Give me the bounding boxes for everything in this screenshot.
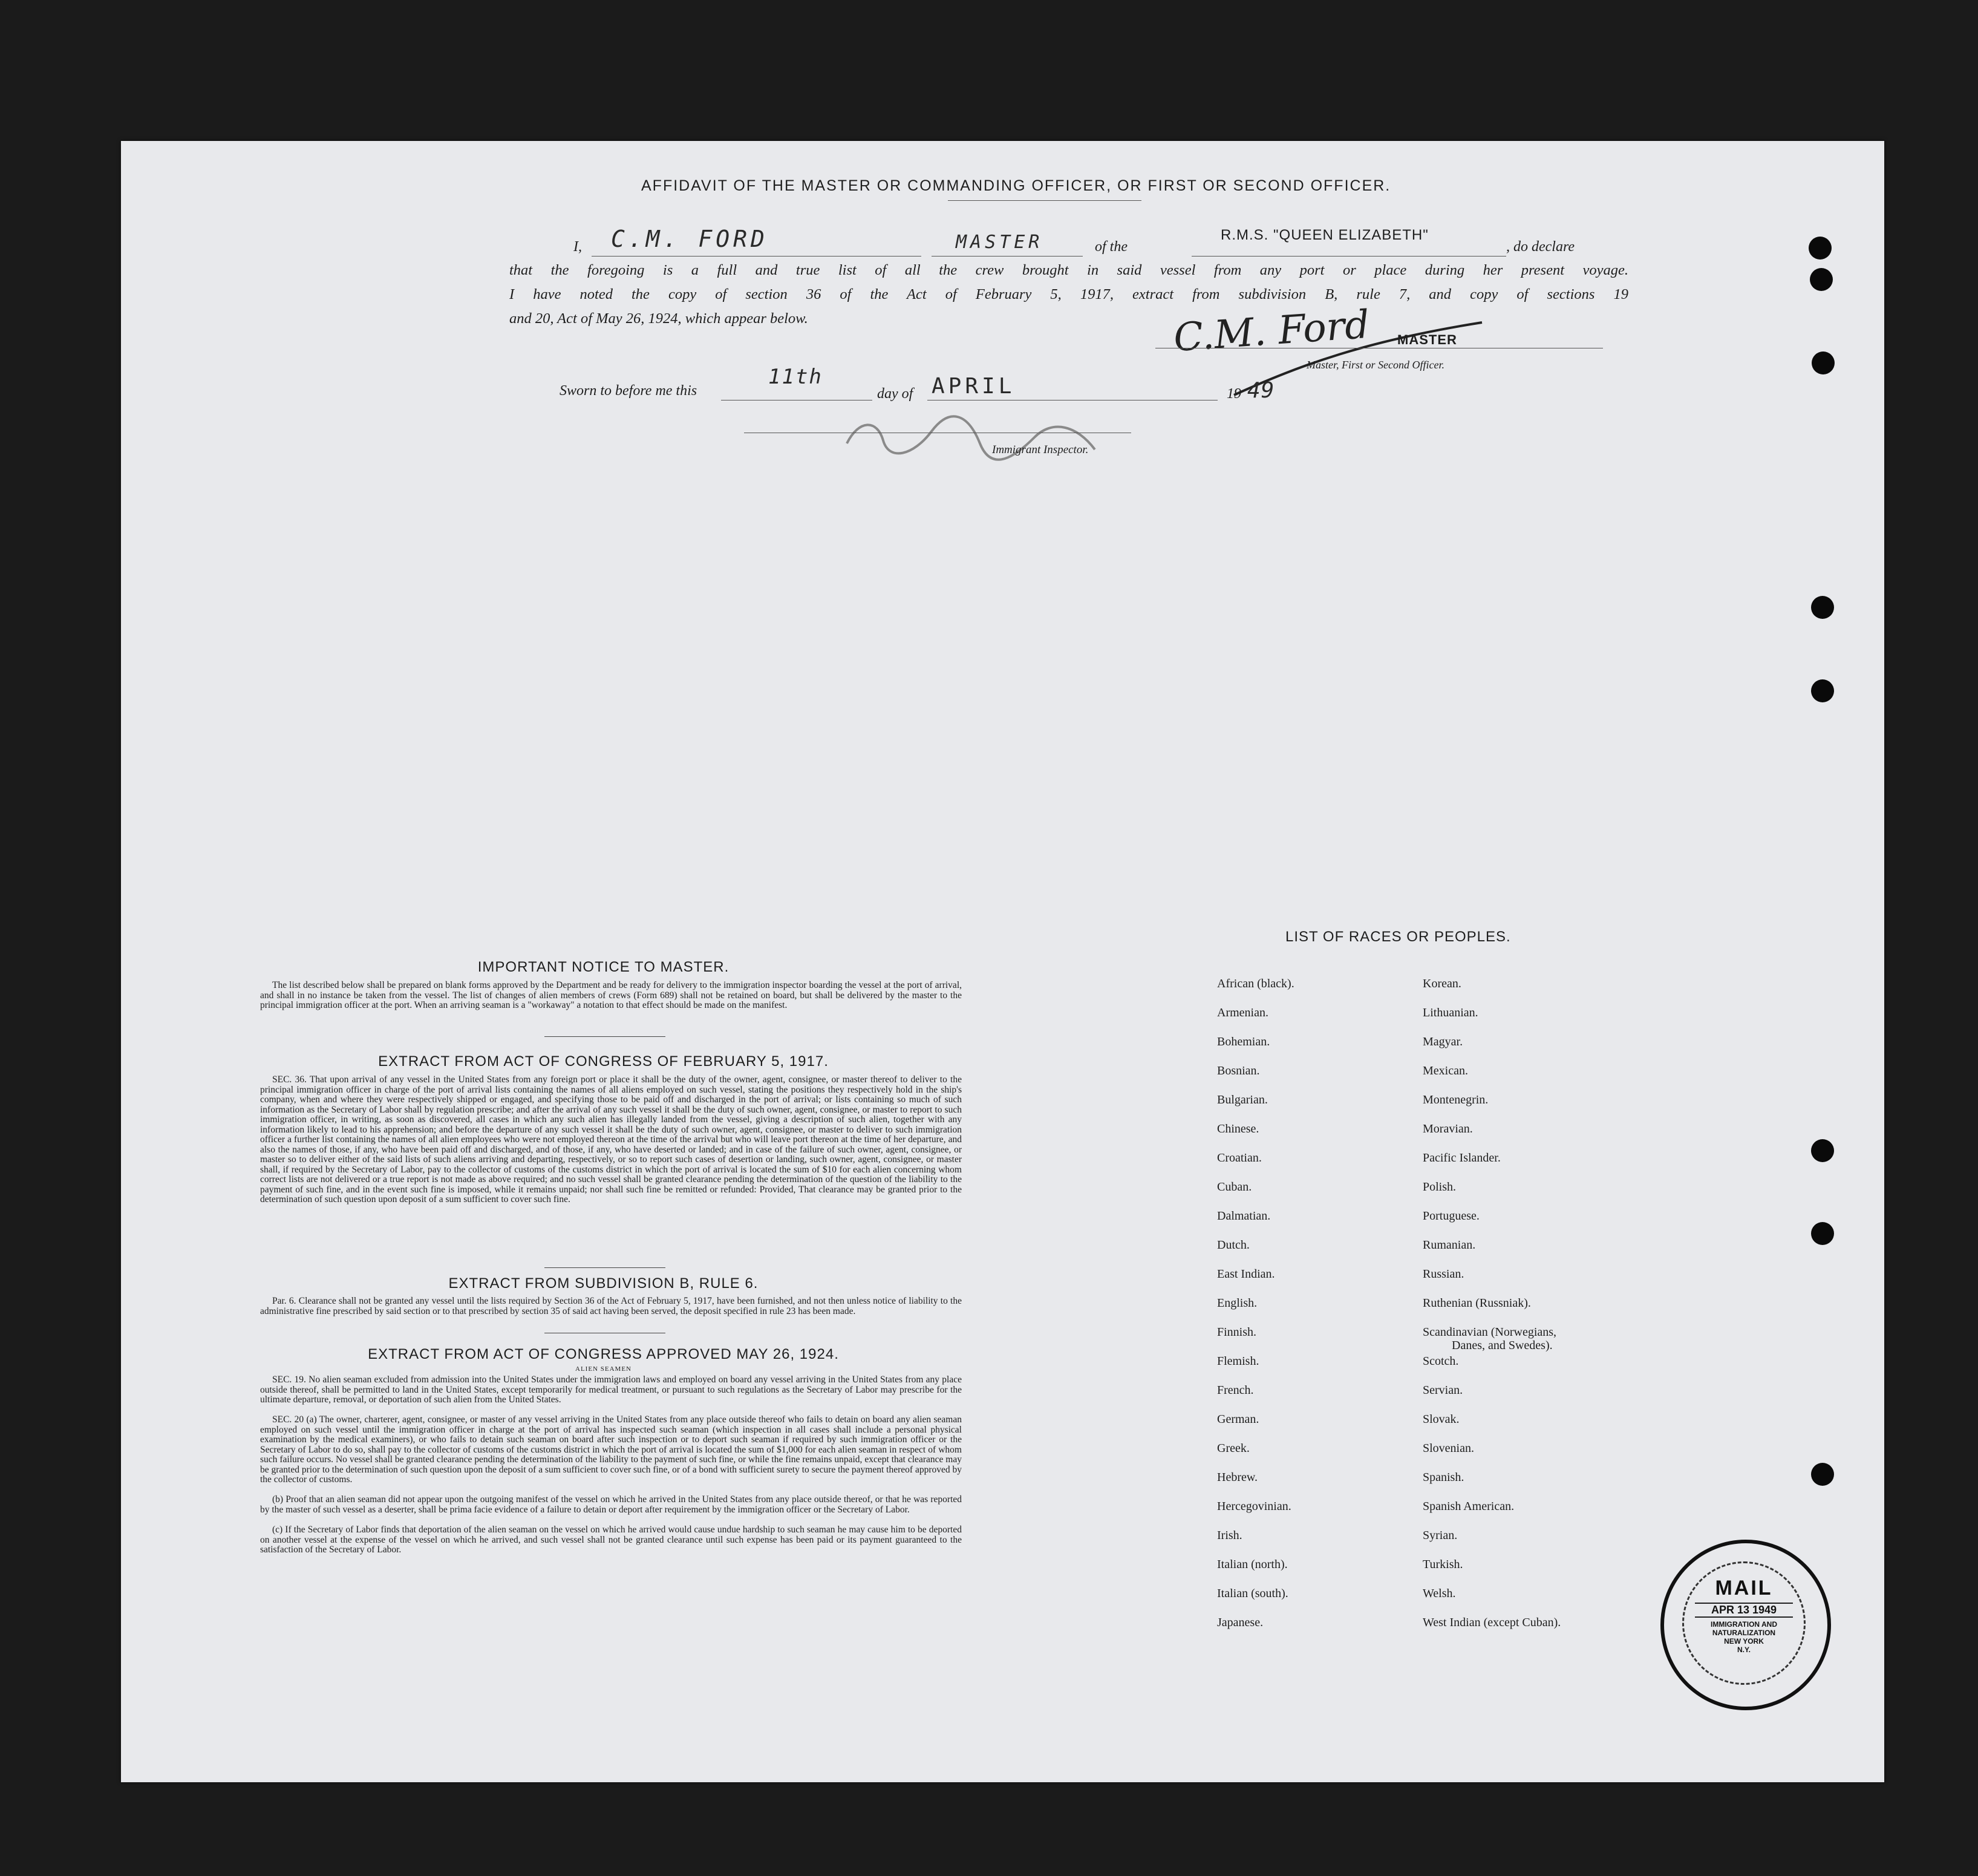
extract-1924-subtitle: ALIEN SEAMEN [575,1365,632,1373]
year-prefix: 19 [1227,386,1241,402]
race-right: Lithuanian. [1423,1006,1478,1019]
stamp-label: MAIL [1715,1577,1773,1600]
race-right: Slovak. [1423,1413,1460,1426]
race-left: Bosnian. [1217,1064,1260,1077]
inspector-caption: Immigrant Inspector. [992,443,1089,456]
race-right-cont: Danes, and Swedes). [1452,1339,1553,1352]
intro-i: I, [573,239,582,255]
mail-stamp [1660,1540,1831,1710]
day-of: day of [877,386,913,402]
stamp-inner [1682,1561,1806,1685]
extract-1924-sec20a: SEC. 20 (a) The owner, charterer, agent, consignee, or master of any vessel arriving in the United States from any place outside thereof who fails to detain on board any alien seaman employed on such vessel until the immigration officer in charge at the port of arrival has inspected such seaman (which inspection in all cases shall include a personal physical examination by the medical examiners), or who fails to detain such seaman on board after such inspection or to deport such seaman if required by such immigration officer or the Secretary of Labor to do so, shall pay to the collector of customs of the customs district in which the port of arrival is located the sum of $1,000 for each alien seaman in respect of whom such failure occurs. No vessel shall be granted clearance pending the determination of the liability to the payment of such fine, or while the fine remains unpaid, except that clearance may be granted prior to the determination of such question upon the deposit of a sum sufficient to cover such fine, or of a bond with sufficient surety to secure the payment thereof approved by the collector of customs. [260,1414,962,1485]
race-right: Korean. [1423,977,1461,990]
race-left: Bulgarian. [1217,1093,1268,1106]
race-right: Portuguese. [1423,1209,1480,1223]
punch-hole [1811,1463,1834,1486]
extract-1924-sec20c: (c) If the Secretary of Labor finds that deportation of the alien seaman on the vessel on which he arrived would cause undue hardship to such seaman he may cause him to be deported on another vessel at the expense of the vessel on which he arrived, and such vessel shall not be granted clearance until such expense has been paid or its payment guaranteed to the satisfaction of the Secretary of Labor. [260,1525,962,1555]
master-signature: C.M. Ford [1172,302,1371,361]
race-left: Irish. [1217,1529,1242,1542]
affidavit-line2: that the foregoing is a full and true list of all the crew brought in said vessel from any port or place during her present voyage. [509,262,1628,278]
stamp-line3: NEW YORK [1724,1637,1764,1646]
punch-hole [1812,351,1835,374]
extract-1924-sec20b: (b) Proof that an alien seaman did not appear upon the outgoing manifest of the vessel on which he arrived in the United States from any place outside thereof, or that he was reported by the master of such vessel as a deserter, shall be prima facie evidence of a failure to detain or deport after requirement by the immigration officer or the Secretary of Labor. [260,1494,962,1515]
punch-hole [1811,679,1834,702]
master-rank: MASTER [956,232,1043,253]
race-right: Magyar. [1423,1035,1463,1048]
affidavit-line4: and 20, Act of May 26, 1924, which appear below. [509,310,808,327]
race-left: Armenian. [1217,1006,1268,1019]
sworn-prefix: Sworn to before me this [560,383,697,399]
extract-1924-sec19: SEC. 19. No alien seaman excluded from admission into the United States under the immigration laws and employed on board any vessel arriving in the United States from any place outside thereof, shall be permitted to land in the United States, except temporarily for medical treatment, or pursuant to such regulations as the Secretary of Labor may prescribe for the ultimate departure, removal, or deportation of such alien from the United States. [260,1374,962,1405]
race-right: Welsh. [1423,1587,1456,1600]
race-left: Bohemian. [1217,1035,1270,1048]
do-declare: , do declare [1506,239,1575,255]
affidavit-line3: I have noted the copy of section 36 of the Act of February 5, 1917, extract from subdivision B, rule 7, and copy of sections 19 [509,286,1628,302]
stamp-line1: IMMIGRATION AND [1711,1620,1777,1629]
race-left: Finnish. [1217,1325,1257,1339]
officer-caption: Master, First or Second Officer. [1307,359,1444,371]
race-left: Japanese. [1217,1616,1264,1629]
affidavit-title: AFFIDAVIT OF THE MASTER OR COMMANDING OFFICER, OR FIRST OR SECOND OFFICER. [641,177,1391,194]
race-left: Hebrew. [1217,1471,1258,1484]
stamp-line4: N.Y. [1737,1646,1751,1654]
master-label: MASTER [1397,332,1457,347]
race-right: Syrian. [1423,1529,1458,1542]
divider [544,1036,665,1037]
race-right: Spanish. [1423,1471,1464,1484]
sworn-month: APRIL [932,374,1016,399]
punch-hole [1811,1139,1834,1162]
vessel-line [1192,256,1506,257]
race-left: Hercegovinian. [1217,1500,1291,1513]
sworn-year: 49 [1247,378,1275,403]
race-left: English. [1217,1296,1258,1310]
divider [544,1267,665,1268]
race-left: Cuban. [1217,1180,1252,1194]
race-right: Montenegrin. [1423,1093,1489,1106]
title-underline [948,200,1141,201]
race-right: Turkish. [1423,1558,1463,1571]
race-left: German. [1217,1413,1259,1426]
notice-title: IMPORTANT NOTICE TO MASTER. [477,959,730,975]
race-left: Flemish. [1217,1355,1259,1368]
race-right: Rumanian. [1423,1238,1476,1252]
race-right: Scotch. [1423,1355,1459,1368]
race-right: Slovenian. [1423,1442,1474,1455]
race-left: Dutch. [1217,1238,1250,1252]
extract-1924-title: EXTRACT FROM ACT OF CONGRESS APPROVED MAY 26, 1924. [368,1346,839,1362]
master-name: C.M. FORD [611,226,768,252]
punch-hole [1811,596,1834,619]
rank-line [932,256,1083,257]
race-right: Polish. [1423,1180,1457,1194]
race-left: Greek. [1217,1442,1250,1455]
race-left: French. [1217,1384,1254,1397]
race-left: Croatian. [1217,1151,1262,1165]
document-sheet [121,141,1884,1782]
race-left: Dalmatian. [1217,1209,1271,1223]
extract-rule6-title: EXTRACT FROM SUBDIVISION B, RULE 6. [448,1275,759,1292]
stamp-line2: NATURALIZATION [1712,1629,1776,1637]
extract-1917-title: EXTRACT FROM ACT OF CONGRESS OF FEBRUARY 5, 1917. [378,1053,829,1070]
punch-hole [1809,237,1832,260]
race-left: Italian (south). [1217,1587,1288,1600]
race-left: Italian (north). [1217,1558,1288,1571]
stamp-date: APR 13 1949 [1695,1603,1793,1618]
race-right: Moravian. [1423,1122,1473,1136]
race-right: Pacific Islander. [1423,1151,1501,1165]
race-right: Servian. [1423,1384,1463,1397]
races-title: LIST OF RACES OR PEOPLES. [1285,929,1511,945]
race-right: Scandinavian (Norwegians, [1423,1325,1557,1339]
race-right: Ruthenian (Russniak). [1423,1296,1531,1310]
race-right: Spanish American. [1423,1500,1515,1513]
notice-body: The list described below shall be prepared on blank forms approved by the Department and be ready for delivery to the immigration inspector boarding the vessel at the port of arrival, and shall in no instance be taken from the vessel. The list of changes of alien members of crews (Form 689) shall not be retained on board, but shall be delivered by the master to the principal immigration officer at the port. When an arriving seaman is a "workaway" a notation to that effect should be made on the manifest. [260,980,962,1010]
of-the: of the [1095,239,1128,255]
race-left: Chinese. [1217,1122,1259,1136]
vessel-name: R.M.S. "QUEEN ELIZABETH" [1221,227,1429,243]
inspector-signature [835,407,1137,462]
punch-hole [1811,1222,1834,1245]
extract-rule6-body: Par. 6. Clearance shall not be granted any vessel until the lists required by Section 36 of the Act of February 5, 1917, have been furnished, and not then unless notice of liability to the administrative fine prescribed by said section or to that prescribed by section 35 of said act having been served, the deposit specified in rule 23 has been made. [260,1296,962,1316]
race-right: Russian. [1423,1267,1464,1281]
race-right: West Indian (except Cuban). [1423,1616,1561,1629]
sworn-day: 11th [768,365,823,389]
name-line [592,256,921,257]
punch-hole [1810,268,1833,291]
race-right: Mexican. [1423,1064,1468,1077]
extract-1917-body: SEC. 36. That upon arrival of any vessel in the United States from any foreign port or place it shall be the duty of the owner, agent, consignee, or master thereof to deliver to the principal immigration officer in charge of the port of arrival lists containing the names of all aliens employed on such vessel, stating the positions they respectively hold in the ship's company, when and where they were respectively shipped or engaged, and specifying those to be paid off and discharged in the port of arrival; or lists containing so much of such information as the Secretary of Labor shall by regulation prescribe; and after the arrival of any such vessel it shall be the duty of such owner, agent, consignee, or master to report to such immigration officer, in writing, as soon as discovered, all cases in which any such alien has illegally landed from the vessel, giving a description of such alien, together with any information likely to lead to his apprehension; and before the departure of any such vessel it shall be the duty of such owner, agent, consignee, or master to deliver to such immigration officer a further list containing the names of all alien employees who were not employed thereon at the time of the arrival but who will leave port thereon at the time of her departure, and also the names of those, if any, who have been paid off and discharged, and of those, if any, who have deserted or landed; and in case of the failure of such owner, agent, consignee, or master so to deliver either of the said lists of such aliens arriving and departing, respectively, or so to report such cases of desertion or landing, such owner, agent, consignee, or master shall, if required by the Secretary of Labor, pay to the collector of customs of the customs district in which the port of arrival is located the sum of $10 for each alien concerning whom correct lists are not delivered or a true report is not made as above required; and no such vessel shall be granted clearance pending the determination of the question of the liability to the payment of such fine, and in the event such fine is imposed, while it remains unpaid; nor shall such fine be remitted or refunded: Provided, That clearance may be granted prior to the determination of such question upon deposit of a sum sufficient to cover such fine. [260,1074,962,1204]
race-left: African (black). [1217,977,1294,990]
race-left: East Indian. [1217,1267,1275,1281]
